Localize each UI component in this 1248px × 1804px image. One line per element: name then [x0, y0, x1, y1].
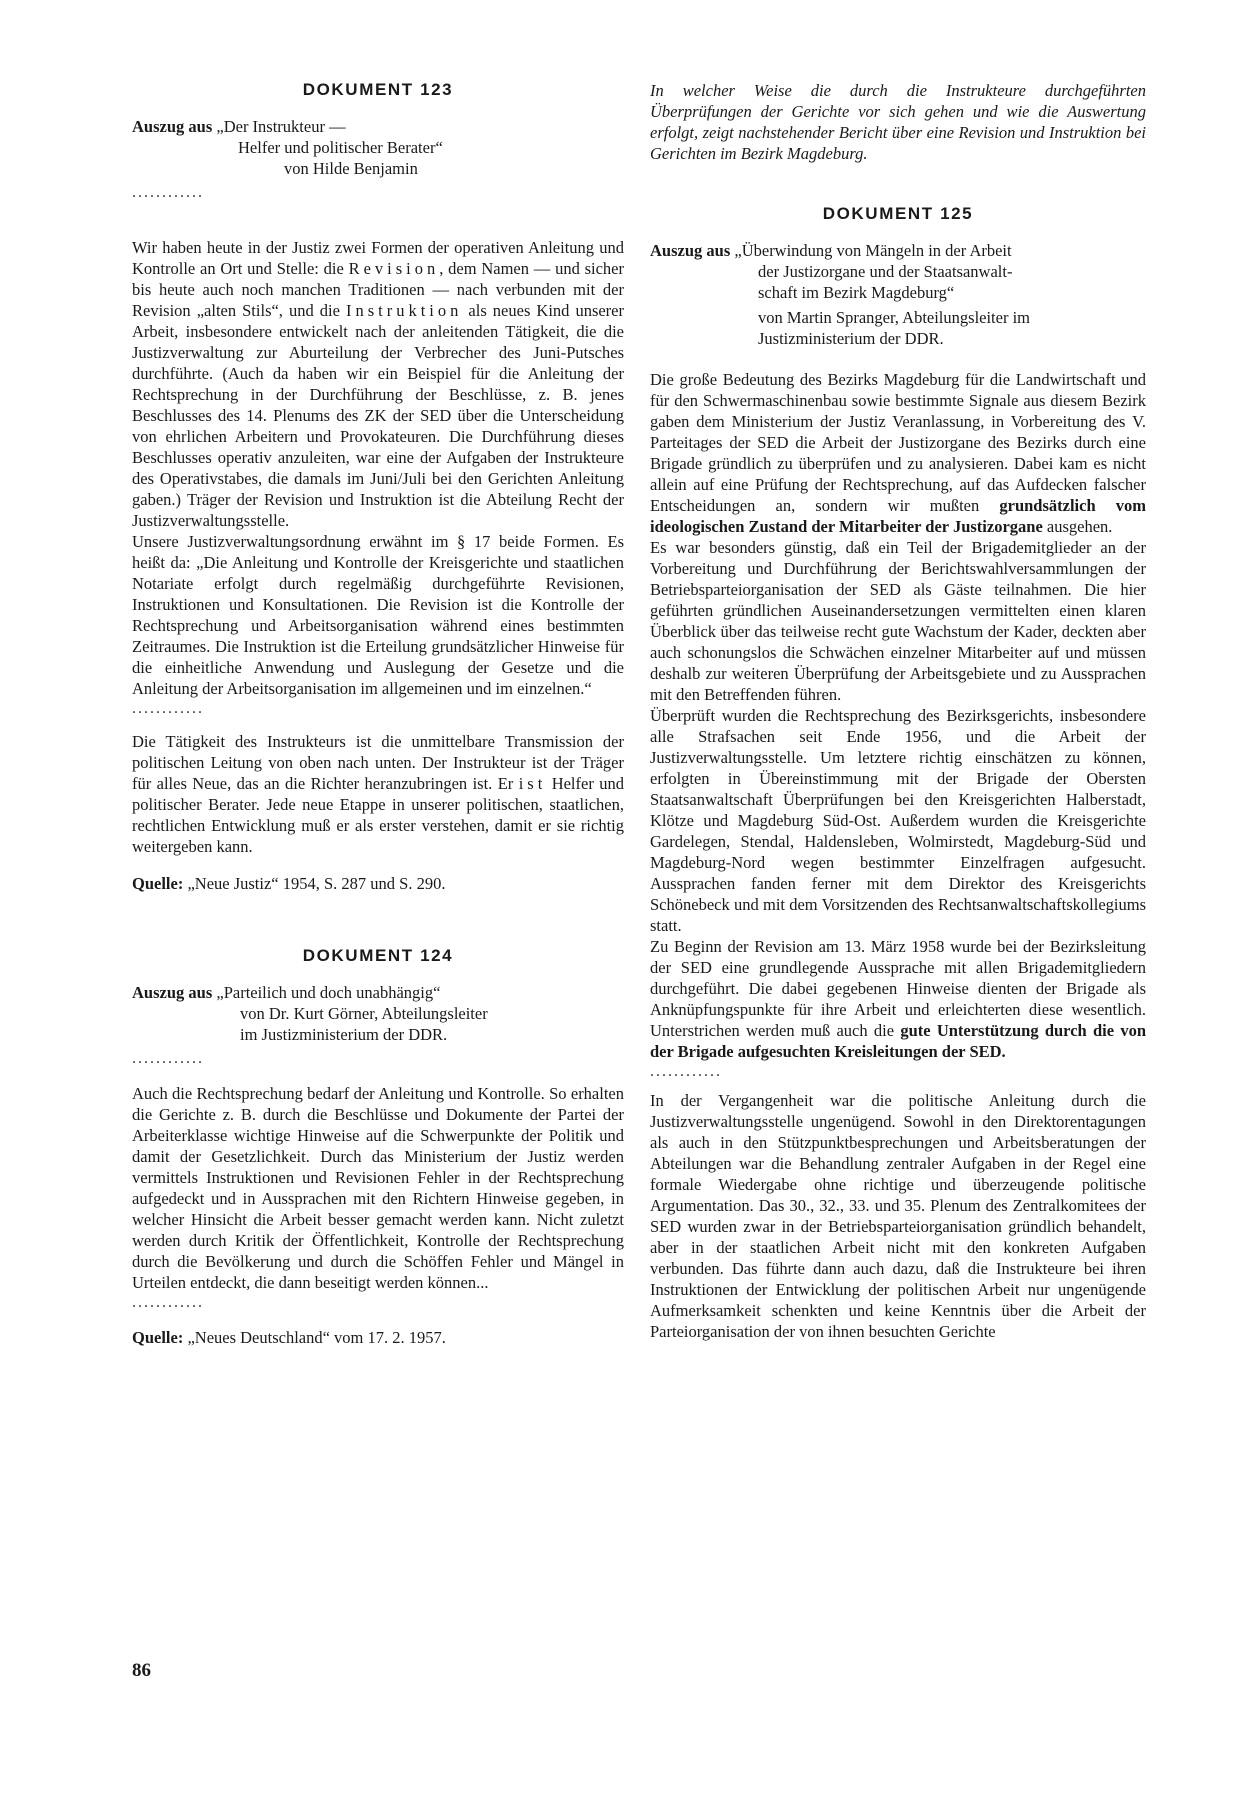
excerpt-title-line: schaft im Bezirk Magdeburg“ [758, 283, 955, 302]
left-column [132, 80, 624, 1348]
paragraph: Auch die Rechtsprechung bedarf der Anleitung und Kontrolle. So erhalten die Gerichte z. B. durch die Beschlüsse und Dokumente der Partei der Arbeiterklasse wichtige Hinweise auf die Schwerpunkte der Politik und damit der Gesetzlichkeit. Durch das Ministerium der Justiz werden vermittels Instruktionen und Revisionen Fehler in der Rechtsprechung aufgedeckt und in Aussprachen mit den Richtern Hinweise gegeben, in welcher Hinsicht die Arbeit besser gemacht werden kann. Nicht zuletzt werden durch Kritik der Öffentlichkeit, Kontrolle der Rechtsprechung durch die Bevölkerung und durch die Schöffen Fehler und Mängel in Urteilen entdeckt, die dann beseitigt werden können... [132, 1084, 624, 1292]
ellipsis-marker: ............ [650, 1063, 722, 1080]
source-citation: Quelle: „Neue Justiz“ 1954, S. 287 und S. 290. [132, 874, 446, 893]
excerpt-lead: Auszug aus [132, 983, 213, 1002]
paragraph: Wir haben heute in der Justiz zwei Formen der operativen Anleitung und Kontrolle an Ort und Stelle: die Revision, dem Namen — und sicher bis heute auch noch manchen Traditionen — nach verbunden mit der Revision „alten Stils“, und die Instruktion als neues Kind unserer Arbeit, insbesondere entwickelt nach der anleitenden Tätigkeit, die die Justizverwaltung zur Aburteilung der Verbrecher des Juni-Putsches durchführte. (Auch da haben wir ein Beispiel für die Anleitung der Rechtsprechung in der Durchführung der Beschlüsse, z. B. jenes Beschlusses des 14. Plenums des ZK der SED über die Unterscheidung von ehrlichen Arbeitern und Provokateuren. Die Durchführung dieses Beschlusses operativ anzuleiten, war eine der Aufgaben der Instrukteure des Operativstabes, die damals im Juni/Juli bei den Gerichten Anleitung gaben.) Träger der Revision und Instruktion ist die Abteilung Recht der Justizverwaltungsstelle. [132, 238, 624, 530]
excerpt-title-line: im Justizministerium der DDR. [240, 1025, 448, 1044]
document-123 [132, 80, 624, 894]
document-125 [650, 204, 1146, 1342]
paragraph: Die Tätigkeit des Instrukteurs ist die unmittelbare Transmission der politischen Leitung von oben nach unten. Der Instrukteur ist der Träger für alles Neue, das an die Richter heranzubringen ist. Er ist Helfer und politischer Berater. Jede neue Etappe in unserer politischen, staatlichen, rechtlichen Entwicklung muß er als erster verstehen, damit er sie richtig weitergeben kann. [132, 732, 624, 856]
paragraph: Unsere Justizverwaltungsordnung erwähnt im § 17 beide Formen. Es heißt da: „Die Anleitung und Kontrolle der Kreisgerichte und staatlichen Notariate erfolgt durch regelmäßig durchgeführte Revisionen, Instruktionen und Konsultationen. Die Revision ist die Kontrolle der Rechtsprechung und Arbeitsorganisation während eines bestimmten Zeitraumes. Die Instruktion ist die Erteilung grundsätzlicher Hinweise für die einheitliche Anwendung und Auslegung der Gesetze und die Anleitung der Arbeitsorganisation im allgemeinen und im einzelnen.“ [132, 532, 624, 698]
excerpt-lead: Auszug aus [650, 241, 731, 260]
paragraph: Es war besonders günstig, daß ein Teil der Brigademitglieder an der Vorbereitung und Durchführung der Berichtswahlversammlungen der Betriebsparteiorganisation der SED als Gäste teilnahmen. Die hier geführten gründlichen Auseinandersetzungen vermittelten einen klaren Überblick über das teilweise recht gute Wachstum der Kader, deckten aber auch schonungslos die Schwächen einzelner Mitarbeiter auf und müssen deshalb zur weiteren Überprüfung der Arbeitsgebiete und zu Aussprachen mit den Betreffenden führen. [650, 538, 1146, 704]
paragraph: Die große Bedeutung des Bezirks Magdeburg für die Landwirtschaft und für den Schwermaschinenbau sowie bestimmte Signale aus diesem Bezirk gaben dem Ministerium der Justiz Veranlassung, in Vorbereitung des V. Parteitages der SED die Arbeit der Justizorgane des Bezirks durch eine Brigade gründlich zu überprüfen und zu analysieren. Dabei kam es nicht allein auf eine Prüfung der Rechtsprechung, auf das Aufdecken falscher Entscheidungen an, sondern wir mußten grundsätzlich vom ideologischen Zustand der Mitarbeiter der Justizorgane ausgehen. [650, 370, 1146, 536]
excerpt-header [650, 240, 1146, 349]
ellipsis-marker: ............ [132, 700, 204, 717]
document-heading: DOKUMENT 124 [302, 946, 454, 965]
intro-paragraph: In welcher Weise die durch die Instrukteure durchgeführten Überprüfungen der Gerichte vor sich gehen und wie die Auswertung erfolgt, zeigt nachstehender Bericht über eine Revision und Instruktion bei Gerichten im Bezirk Magdeburg. [650, 81, 1146, 163]
excerpt-author: von Martin Spranger, Abteilungsleiter im [758, 308, 1031, 327]
ellipsis-marker: ............ [132, 1294, 204, 1311]
document-heading: DOKUMENT 125 [822, 204, 974, 223]
excerpt-header [132, 116, 624, 179]
source-citation: Quelle: „Neues Deutschland“ vom 17. 2. 1957. [132, 1328, 446, 1347]
document-124 [132, 946, 624, 1348]
ellipsis-marker: ............ [132, 1050, 204, 1067]
paragraph: In der Vergangenheit war die politische Anleitung durch die Justizverwaltungsstelle ungenügend. Sowohl in den Direktorentagungen als auch in den Stützpunktbesprechungen und Arbeitsberatungen der Abteilungen war die Behandlung zentraler Aufgaben in der Regel eine formale Wiedergabe ohne richtige und überzeugende politische Argumentation. Das 30., 32., 33. und 35. Plenum des Zentralkomitees der SED wurden zwar in der Betriebsparteiorganisation gründlich behandelt, aber in der staatlichen Arbeit nicht mit den konkreten Aufgaben verbunden. Das führte dann auch dazu, daß die Instrukteure bei ihren Instruktionen der Entwicklung der politischen Arbeit nur ungenügende Aufmerksamkeit schenkten und keine Kenntnis über die Arbeit der Parteiorganisation der von ihnen besuchten Gerichte [650, 1091, 1146, 1341]
paragraph: Überprüft wurden die Rechtsprechung des Bezirksgerichts, insbesondere alle Strafsachen seit Ende 1956, und die Arbeit der Justizverwaltungsstelle. Um letztere richtig einschätzen zu können, erfolgten in Übereinstimmung mit der Brigade der Obersten Staatsanwaltschaft Überprüfungen bei den Kreisgerichten Halberstadt, Klötze und Magdeburg Süd-Ost. Außerdem wurden die Kreisgerichte Gardelegen, Stendal, Haldensleben, Wolmirstedt, Magdeburg-Süd und Magdeburg-Nord wegen bestimmter Einzelfragen aufgesucht. Aussprachen fanden ferner mit dem Direktor des Kreisgerichts Schönebeck und mit dem Vorsitzenden des Rechtsanwaltschaftskollegiums statt. [650, 706, 1146, 935]
right-column [650, 80, 1146, 1342]
excerpt-author: von Hilde Benjamin [284, 159, 418, 178]
document-heading: DOKUMENT 123 [302, 80, 454, 99]
excerpt-author: Justizministerium der DDR. [758, 329, 944, 348]
excerpt-title-line: „Überwindung von Mängeln in der Arbeit [734, 241, 1012, 260]
ellipsis-marker: ............ [132, 184, 204, 201]
excerpt-lead: Auszug aus [132, 117, 213, 136]
page-number: 86 [132, 1660, 151, 1681]
excerpt-title-line: „Parteilich und doch unabhängig“ [216, 983, 441, 1002]
excerpt-title-line: Helfer und politischer Berater“ [238, 138, 443, 157]
excerpt-title-line: der Justizorgane und der Staatsanwalt- [758, 262, 1013, 281]
excerpt-title-line: von Dr. Kurt Görner, Abteilungsleiter [240, 1004, 488, 1023]
excerpt-title-line: „Der Instrukteur — [216, 117, 346, 136]
paragraph: Zu Beginn der Revision am 13. März 1958 wurde bei der Bezirksleitung der SED eine grundlegende Aussprache mit allen Brigademitgliedern durchgeführt. Die dabei gegebenen Hinweise dienten der Brigade als Anknüpfungspunkte für ihre Arbeit und erleichterten diese wesentlich. Unterstrichen werden muß auch die gute Unterstützung durch die von der Brigade aufgesuchten Kreisleitungen der SED. [650, 937, 1146, 1061]
excerpt-header [132, 982, 624, 1045]
